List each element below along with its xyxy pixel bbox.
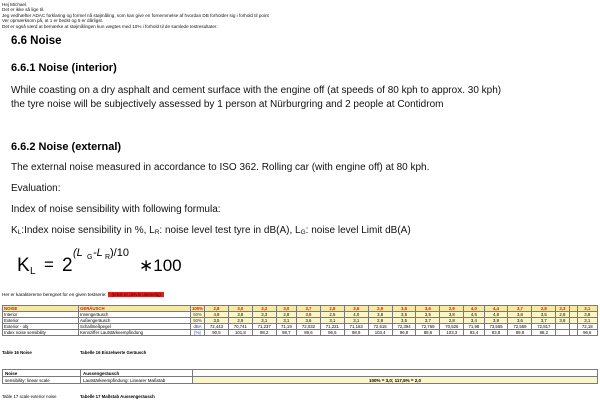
header-cell: GERÄUSCH bbox=[79, 306, 191, 312]
formula-exp-minus: -L bbox=[93, 247, 103, 259]
table-cell: 3,5 bbox=[416, 312, 440, 318]
header-cell: 3,7 bbox=[297, 306, 321, 312]
header-cell: 3,0 bbox=[276, 306, 296, 312]
table-cell: 4,0 bbox=[344, 312, 368, 318]
scale-label-de: Lautstärkeempfindung: Linearer Maßstab bbox=[81, 377, 193, 384]
scale-header-empty bbox=[193, 370, 598, 377]
header-cell: 3,0 bbox=[228, 306, 252, 312]
table-cell: 3,8 bbox=[577, 312, 597, 318]
table-cell: 73,555 bbox=[484, 324, 508, 330]
lr-subscript: R bbox=[154, 229, 160, 236]
table-cell bbox=[569, 330, 577, 336]
header-cell: 4,0 bbox=[464, 306, 484, 312]
table-cell: 3,4 bbox=[464, 318, 484, 324]
table-cell: 3,7 bbox=[416, 318, 440, 324]
table-cell: 3,3 bbox=[252, 312, 276, 318]
header-cell: 2,9 bbox=[368, 306, 392, 312]
section-title: 6.6 Noise bbox=[11, 35, 62, 47]
table-cell: 98,2 bbox=[252, 330, 276, 336]
index-line: Index of noise sensibility with following formula: bbox=[11, 204, 221, 215]
scale-header-de: Aussengeräusch bbox=[81, 370, 193, 377]
table-cell: 3,5 bbox=[205, 318, 229, 324]
note-line-2: Det er ikke så lige til. bbox=[2, 7, 45, 13]
table-cell: 71,98 bbox=[464, 324, 484, 330]
header-cell: 3,6 bbox=[416, 306, 440, 312]
header-cell: 3,6 bbox=[344, 306, 368, 312]
table-cell: 3,9 bbox=[484, 318, 508, 324]
note-line-1: Hej Michael. bbox=[2, 2, 28, 7]
table-cell: 96,5 bbox=[320, 330, 344, 336]
table-cell: 93,4 bbox=[464, 330, 484, 336]
row-label-de: Außengeräusch bbox=[79, 318, 191, 324]
header-cell: 3,1 bbox=[577, 306, 597, 312]
formula-times: ∗100 bbox=[139, 256, 182, 275]
table-cell: 90,5 bbox=[205, 330, 229, 336]
results-note-text: Her er karaktererne beregnet for en given testserie: bbox=[2, 292, 107, 297]
scale-value: 100% = 3,0; 117,5% = 2,0 bbox=[193, 377, 598, 384]
formula-exp-close: )/10 bbox=[110, 247, 129, 259]
table-cell: 3,1 bbox=[344, 318, 368, 324]
header-cell: 100% bbox=[192, 306, 203, 311]
table16-caption-de: Tabelle 16 Einzelwerte Geräusch bbox=[80, 350, 147, 355]
table-row bbox=[3, 330, 598, 336]
table-cell: 3,8 bbox=[440, 312, 464, 318]
lg-subscript: G bbox=[300, 229, 306, 236]
table-cell: 98,9 bbox=[344, 330, 368, 336]
header-cell: 4,4 bbox=[484, 306, 508, 312]
table-cell: 3,7 bbox=[532, 318, 556, 324]
table-cell bbox=[556, 330, 569, 336]
interior-text: While coasting on a dry asphalt and cement surface with the engine off (at speeds of 80 kph to approx. 30 kph) the tyre noise will be subjectively assessed by 1 person at Nürburgring and 2 people at Contidrom bbox=[11, 85, 502, 110]
formula-exp-r: R bbox=[105, 254, 111, 261]
kl-symbol: K bbox=[11, 225, 18, 236]
table-cell: 72,443 bbox=[205, 324, 229, 330]
table-cell: 3,5 bbox=[532, 312, 556, 318]
kl-definition: :Index noise sensibility in %, L bbox=[21, 225, 155, 236]
exterior-title: 6.6.2 Noise (external) bbox=[11, 141, 122, 153]
table-cell: 89,8 bbox=[508, 330, 532, 336]
table-cell: 72,394 bbox=[392, 324, 416, 330]
scale-header-row bbox=[3, 370, 598, 377]
table-cell: 72,516 bbox=[368, 324, 392, 330]
header-cell: 3,5 bbox=[392, 306, 416, 312]
table-cell: 4,8 bbox=[484, 312, 508, 318]
table-cell: 103,3 bbox=[440, 330, 464, 336]
table-cell: 3,8 bbox=[297, 312, 321, 318]
row-label-de: Innengeräusch bbox=[79, 312, 191, 318]
table-cell: 3,5 bbox=[392, 312, 416, 318]
table-cell: 96,8 bbox=[392, 330, 416, 336]
table-cell: 98,7 bbox=[276, 330, 296, 336]
row-label: Index noise sensibility bbox=[3, 330, 79, 336]
table-cell: 3,5 bbox=[392, 318, 416, 324]
formula-k: K bbox=[17, 255, 30, 275]
row-label: Exterior - obj bbox=[3, 324, 79, 330]
table-cell: 72,032 bbox=[297, 324, 321, 330]
note-line-5: Det er også værd at bemærke at støjmålingen kun vægtes med 10% i forhold til de samlede testresultater. bbox=[2, 23, 218, 29]
table-cell: 88,2 bbox=[532, 330, 556, 336]
row-label-de: Kennziffer Lautstärkeempfindung bbox=[79, 330, 191, 336]
table16-caption: Table 16 Noise bbox=[2, 350, 32, 355]
table-cell: 2,8 bbox=[440, 318, 464, 324]
table-cell: 2,5 bbox=[320, 312, 344, 318]
table-cell: 3,6 bbox=[508, 318, 532, 324]
evaluation-label: Evaluation: bbox=[11, 183, 61, 194]
header-cell: 2,8 bbox=[320, 306, 344, 312]
table-cell: 2,8 bbox=[276, 312, 296, 318]
table-cell: 3,1 bbox=[320, 318, 344, 324]
header-cell: 3,7 bbox=[508, 306, 532, 312]
noise-formula bbox=[17, 241, 197, 275]
table-cell: 72,18 bbox=[577, 324, 597, 330]
table-cell: dBA bbox=[191, 324, 205, 330]
lg-definition: : noise level Limit dB(A) bbox=[305, 225, 411, 236]
table-cell: 2,8 bbox=[556, 312, 569, 318]
table-cell: 3,8 bbox=[508, 312, 532, 318]
table-cell: 71,237 bbox=[252, 324, 276, 330]
scale-header: Noise bbox=[3, 370, 81, 377]
definitions-line bbox=[11, 224, 411, 240]
table-cell: 71,221 bbox=[320, 324, 344, 330]
table17-caption: Table 17 scale exterior noise bbox=[2, 394, 57, 399]
table-cell: 3,1 bbox=[276, 318, 296, 324]
header-cell: 2,8 bbox=[532, 306, 556, 312]
scale-table bbox=[2, 369, 598, 384]
table-cell: 4,5 bbox=[464, 312, 484, 318]
table-cell: 2,8 bbox=[368, 318, 392, 324]
table-cell: 3,8 bbox=[368, 312, 392, 318]
table17-caption-de: Tabelle 17 Maßstab Aussengeräusch bbox=[80, 394, 155, 399]
table-cell: 70,526 bbox=[440, 324, 464, 330]
noise-results-table bbox=[2, 305, 598, 336]
formula-exp-open: (L bbox=[73, 247, 83, 259]
formula-exp-g: G bbox=[87, 254, 93, 261]
table-cell: 103,4 bbox=[368, 330, 392, 336]
header-cell: 2,8 bbox=[205, 306, 229, 312]
interior-title: 6.6.1 Noise (interior) bbox=[11, 62, 117, 74]
table-cell: 3,1 bbox=[252, 318, 276, 324]
table-cell: 3,8 bbox=[556, 318, 569, 324]
table-cell: 2,9 bbox=[228, 318, 252, 324]
row-label: Exterior bbox=[3, 318, 79, 324]
scale-label: sensibility: linear scale bbox=[3, 377, 81, 384]
formula-equals: = bbox=[44, 255, 54, 274]
table-cell: 3,6 bbox=[297, 318, 321, 324]
table-cell: 4,8 bbox=[205, 312, 229, 318]
table-cell: 71,19 bbox=[276, 324, 296, 330]
table-cell: [%] bbox=[191, 330, 205, 336]
scale-row bbox=[3, 377, 598, 384]
header-cell: NOISE bbox=[3, 306, 79, 312]
table-cell: 88,6 bbox=[416, 330, 440, 336]
formula-k-sub: L bbox=[30, 266, 36, 275]
highlighted-note: (tekst er delvis ulæselig) bbox=[108, 292, 164, 297]
table-cell: 3,1 bbox=[577, 318, 597, 324]
table-cell: 101,8 bbox=[228, 330, 252, 336]
table-cell: 72,769 bbox=[416, 324, 440, 330]
note-line-3: Jeg vedhæfter ADAC forklaring og formel nå støjmåling, som kan give en fornemmelse af hvordan DB forholder sig i forhold til point bbox=[2, 12, 269, 18]
table-cell: 50% bbox=[191, 312, 205, 318]
exterior-text: The external noise measured in accordance to ISO 362. Rolling car (with engine off) at 80 kph. bbox=[11, 162, 430, 173]
header-cell: 2,9 bbox=[440, 306, 464, 312]
row-label-de: Schallmeßpegel bbox=[79, 324, 191, 330]
table-cell: 71,163 bbox=[344, 324, 368, 330]
header-cell: 3,2 bbox=[252, 306, 276, 312]
table-cell: 96,6 bbox=[577, 330, 597, 336]
table-cell: 83,8 bbox=[484, 330, 508, 336]
table-cell: 89,6 bbox=[297, 330, 321, 336]
row-label: Interior bbox=[3, 312, 79, 318]
table-cell: 72,817 bbox=[532, 324, 556, 330]
header-cell: 3,3 bbox=[556, 306, 569, 312]
table-cell: 72,559 bbox=[508, 324, 532, 330]
table-cell: 50% bbox=[191, 318, 205, 324]
lr-definition: : noise level test tyre in dB(A), L bbox=[159, 225, 301, 236]
note-line-4: Ver opmærksom på, at 1 er bedst og 5 er dårligst. bbox=[2, 18, 104, 24]
table-cell: 70,741 bbox=[228, 324, 252, 330]
formula-base: 2 bbox=[62, 255, 73, 275]
results-note bbox=[2, 292, 164, 297]
table-cell: 3,8 bbox=[228, 312, 252, 318]
kl-subscript: L bbox=[17, 229, 22, 236]
